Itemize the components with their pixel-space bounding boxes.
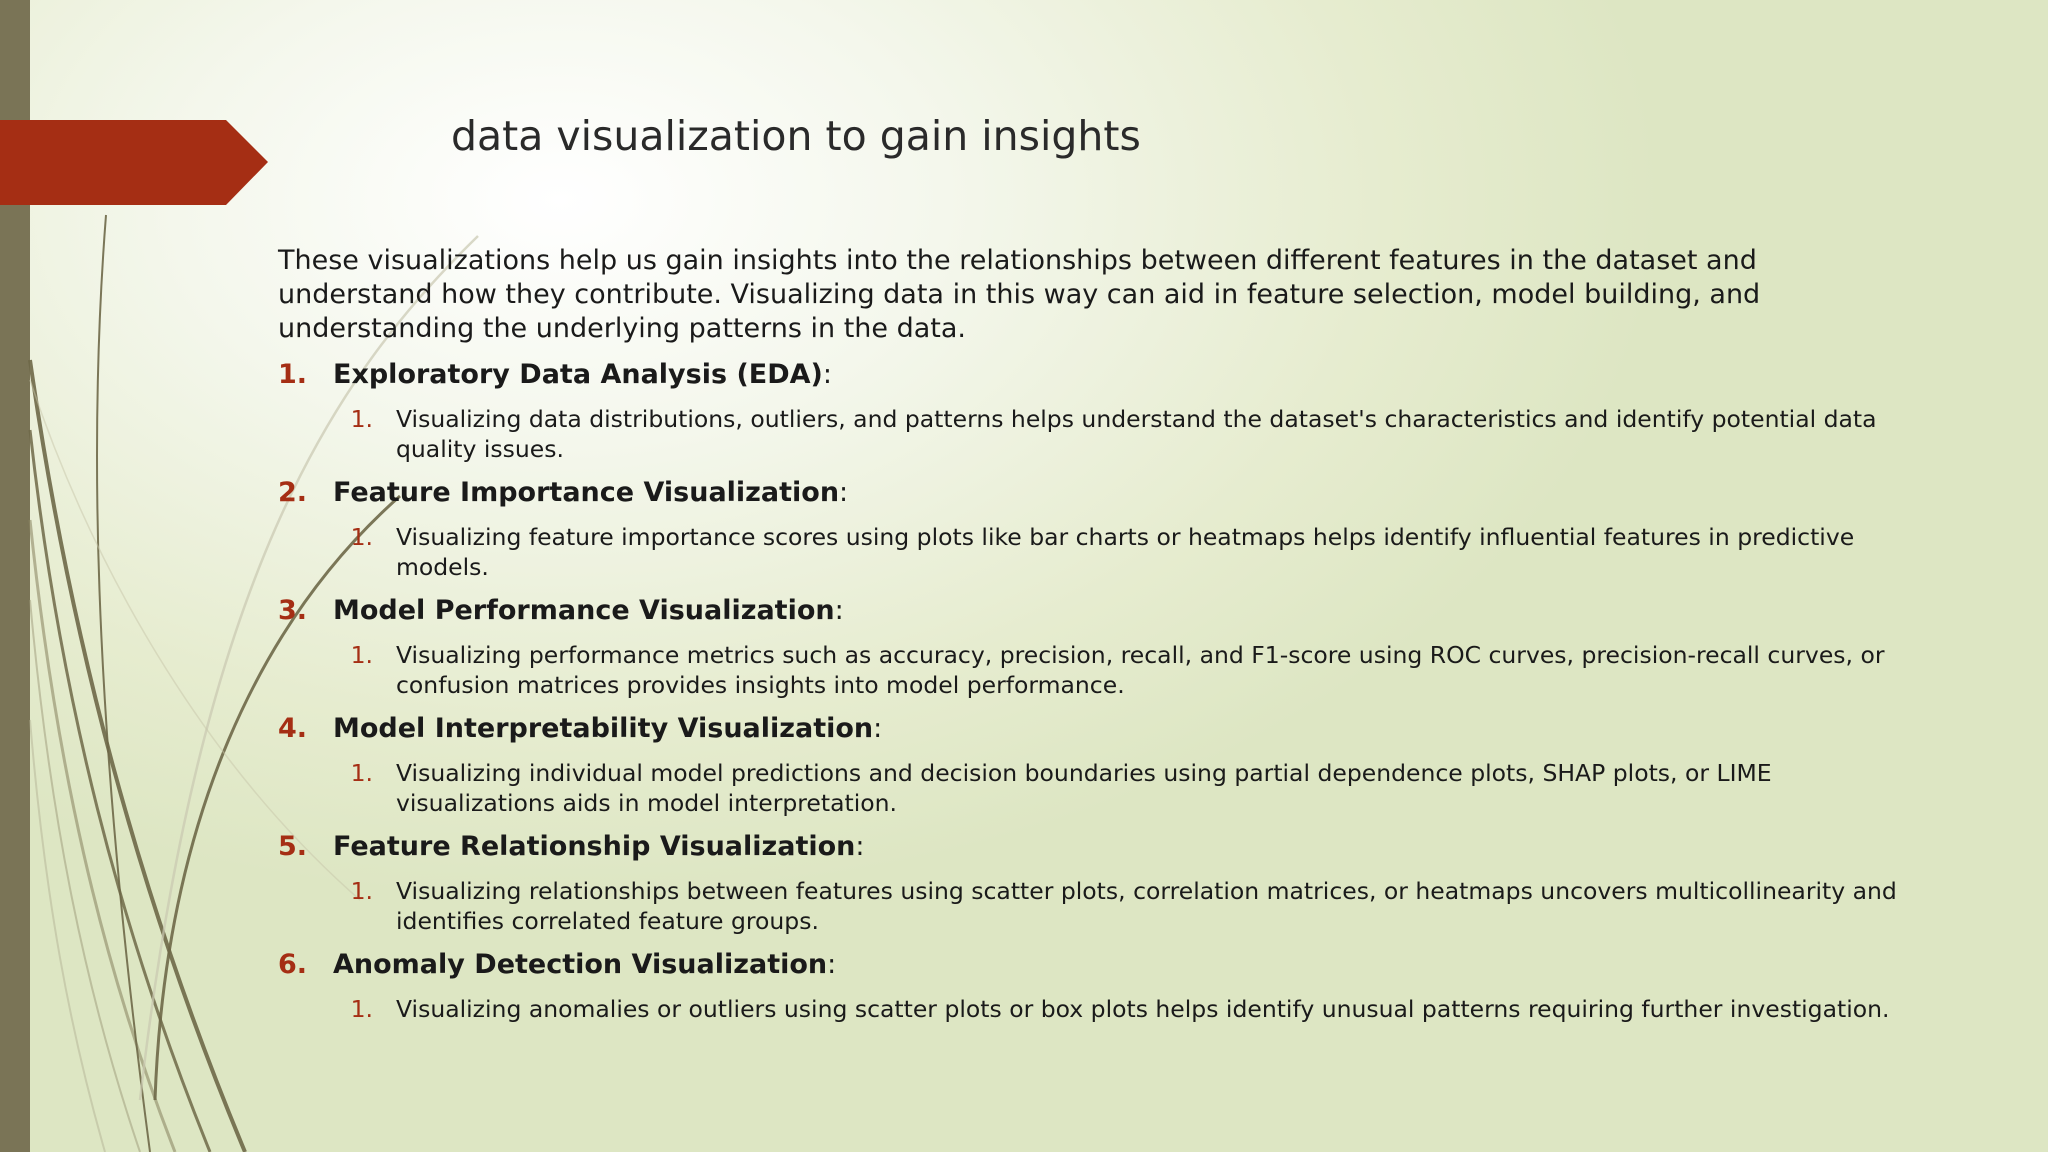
sub-item-text: Visualizing relationships between features using scatter plots, correlation matrices, or heatmaps uncovers multicollinearity and identifies correlated feature groups. (396, 877, 1897, 935)
slide-body (278, 244, 1918, 1036)
sub-list-item (333, 522, 1918, 582)
item-colon: : (827, 949, 837, 980)
sub-item-number: 1. (350, 523, 373, 551)
sub-list-item (333, 640, 1918, 700)
item-colon: : (822, 359, 832, 390)
slide-title: data visualization to gain insights (451, 112, 1141, 160)
sub-item-number: 1. (350, 641, 373, 669)
list-item (278, 594, 1918, 700)
list-item (278, 712, 1918, 818)
item-heading: Exploratory Data Analysis (EDA) (333, 359, 823, 390)
sub-item-text: Visualizing anomalies or outliers using scatter plots or box plots helps identify unusual patterns requiring further investigation. (396, 995, 1890, 1023)
sub-item-number: 1. (350, 877, 373, 905)
sub-item-text: Visualizing individual model predictions and decision boundaries using partial dependence plots, SHAP plots, or LIME visualizations aids in model interpretation. (396, 759, 1772, 817)
list-item (278, 948, 1918, 1024)
sub-list-item (333, 758, 1918, 818)
item-colon: : (834, 595, 844, 626)
sub-item-number: 1. (350, 405, 373, 433)
sub-item-text: Visualizing data distributions, outliers, and patterns helps understand the dataset's characteristics and identify potential data quality issues. (396, 405, 1877, 463)
intro-paragraph: These visualizations help us gain insights into the relationships between different features in the dataset and understand how they contribute. Visualizing data in this way can aid in feature selection, model building, and understanding the underlying patterns in the data. (278, 245, 1761, 344)
item-number: 4. (278, 713, 308, 744)
item-number: 6. (278, 949, 308, 980)
list-item (278, 830, 1918, 936)
sub-item-number: 1. (350, 759, 373, 787)
sub-list-item (333, 404, 1918, 464)
item-colon: : (873, 713, 883, 744)
item-number: 5. (278, 831, 308, 862)
sub-item-text: Visualizing feature importance scores using plots like bar charts or heatmaps helps identify influential features in predictive models. (396, 523, 1855, 581)
sub-list-item (333, 876, 1918, 936)
item-heading: Feature Relationship Visualization (333, 831, 856, 862)
sub-list-item (333, 994, 1918, 1024)
item-colon: : (839, 477, 849, 508)
item-heading: Model Performance Visualization (333, 595, 835, 626)
item-heading: Feature Importance Visualization (333, 477, 840, 508)
list-item (278, 476, 1918, 582)
item-heading: Model Interpretability Visualization (333, 713, 874, 744)
list-item (278, 358, 1918, 464)
item-number: 2. (278, 477, 308, 508)
item-number: 3. (278, 595, 308, 626)
item-number: 1. (278, 359, 308, 390)
sub-item-text: Visualizing performance metrics such as accuracy, precision, recall, and F1-score using ROC curves, precision-recall curves, or confusion matrices provides insights into model performance. (396, 641, 1885, 699)
item-heading: Anomaly Detection Visualization (333, 949, 828, 980)
title-arrow-banner (0, 120, 268, 205)
sub-item-number: 1. (350, 995, 373, 1023)
item-colon: : (855, 831, 865, 862)
